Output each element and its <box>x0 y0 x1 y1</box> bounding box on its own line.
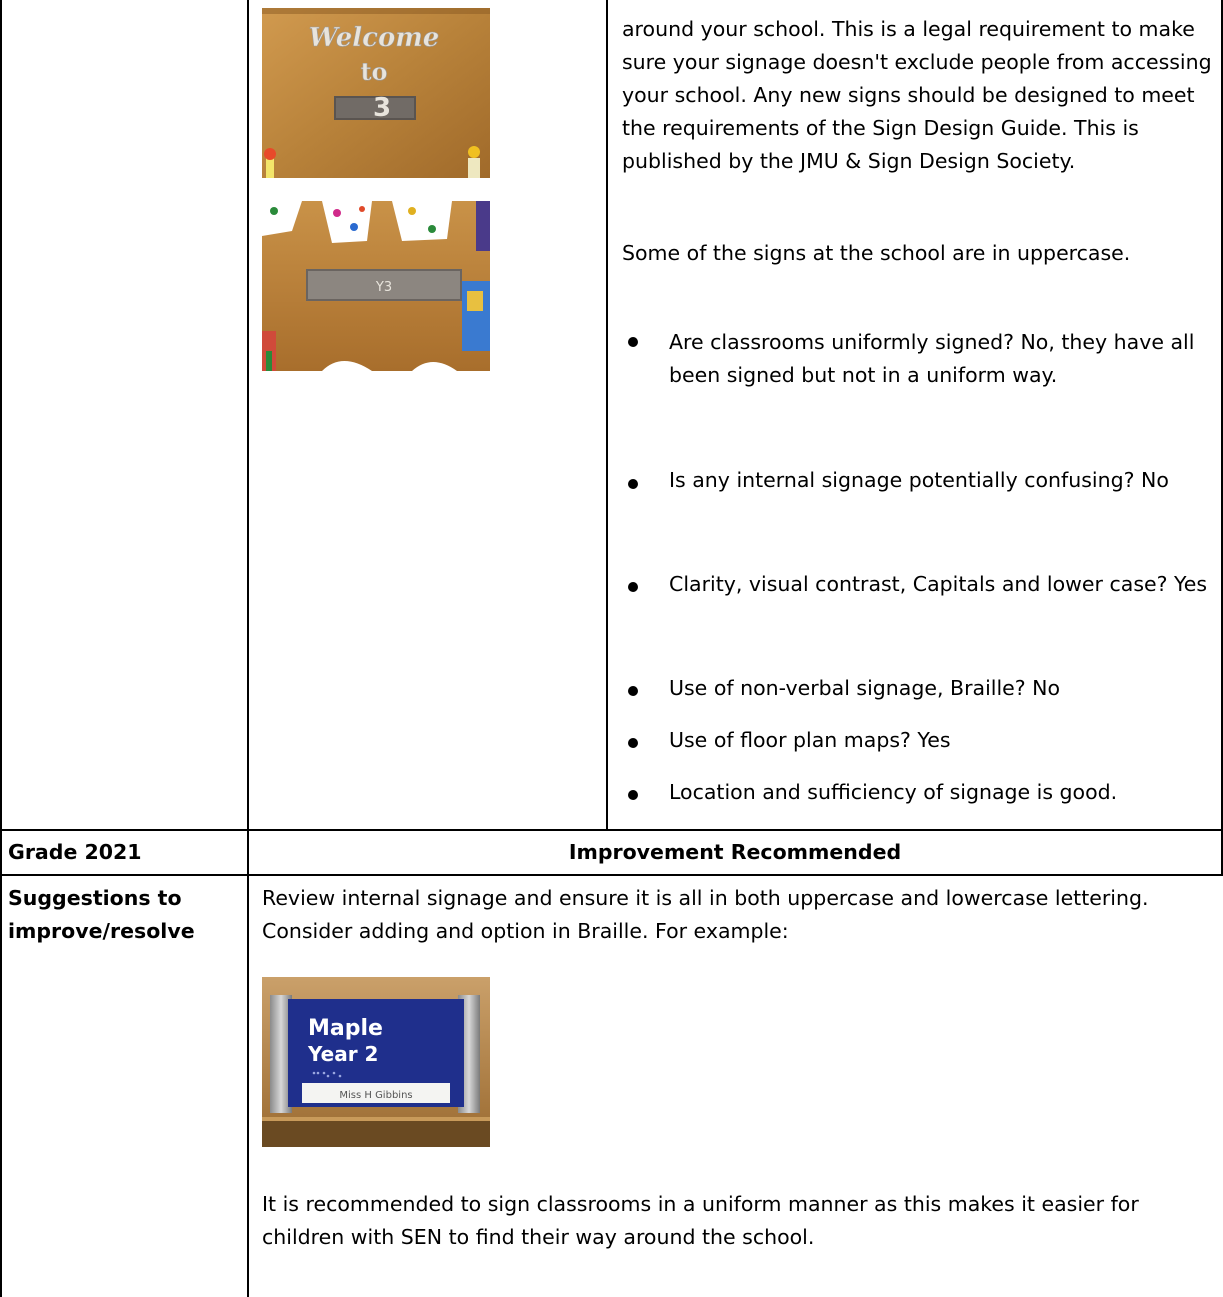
column-divider-inner <box>606 0 608 829</box>
row-divider-2 <box>0 874 1223 876</box>
svg-text:Year 2: Year 2 <box>308 1042 379 1066</box>
welcome-sign-photo <box>262 8 490 178</box>
bullet-dot <box>628 479 638 489</box>
bullet-dot <box>628 582 638 592</box>
bullet-clarity-contrast: Clarity, visual contrast, Capitals and lower case? Yes <box>669 572 1208 596</box>
bullet-confusing-signage: Is any internal signage potentially confusing? No <box>669 468 1169 492</box>
suggestions-recommendation: It is recommended to sign classrooms in a uniform manner as this makes it easier for children with SEN to find their way around the school. <box>262 1192 1139 1249</box>
svg-text:3: 3 <box>372 93 392 123</box>
table-border-left <box>0 0 2 1297</box>
grade-label: Grade 2021 <box>8 840 142 864</box>
bullet-dot <box>628 337 638 347</box>
uppercase-note: Some of the signs at the school are in uppercase. <box>622 241 1131 265</box>
bullet-location-sufficiency: Location and sufficiency of signage is good. <box>669 780 1118 804</box>
signage-intro-text: around your school. This is a legal requirement to make sure your signage doesn't exclude people from accessing your school. Any new signs should be designed to meet the requirements of the Sign Design Guide. This is published by the JMU & Sign Design Society. <box>622 17 1212 173</box>
svg-text:to: to <box>360 57 388 86</box>
grade-value: Improvement Recommended <box>568 840 902 864</box>
bullet-dot <box>628 790 638 800</box>
bullet-floor-plan: Use of floor plan maps? Yes <box>669 728 951 752</box>
row-divider-1 <box>0 829 1223 831</box>
suggestions-label: Suggestions to improve/resolve <box>8 886 195 943</box>
svg-text:Maple: Maple <box>308 1016 383 1041</box>
bullet-dot <box>628 738 638 748</box>
bullet-braille: Use of non-verbal signage, Braille? No <box>669 676 1061 700</box>
svg-text:Y3: Y3 <box>375 280 393 295</box>
bullet-dot <box>628 686 638 696</box>
classroom-sign-photo <box>262 201 490 371</box>
example-braille-sign-photo <box>262 977 490 1147</box>
suggestions-text: Review internal signage and ensure it is all in both uppercase and lowercase lettering. Consider adding and option in Braille. For example: <box>262 886 1149 943</box>
bullet-uniform-signing: Are classrooms uniformly signed? No, they have all been signed but not in a uniform way. <box>669 330 1195 387</box>
column-divider-label <box>247 0 249 1297</box>
svg-text:Welcome: Welcome <box>308 23 440 53</box>
svg-text:Miss H Gibbins: Miss H Gibbins <box>339 1090 413 1101</box>
